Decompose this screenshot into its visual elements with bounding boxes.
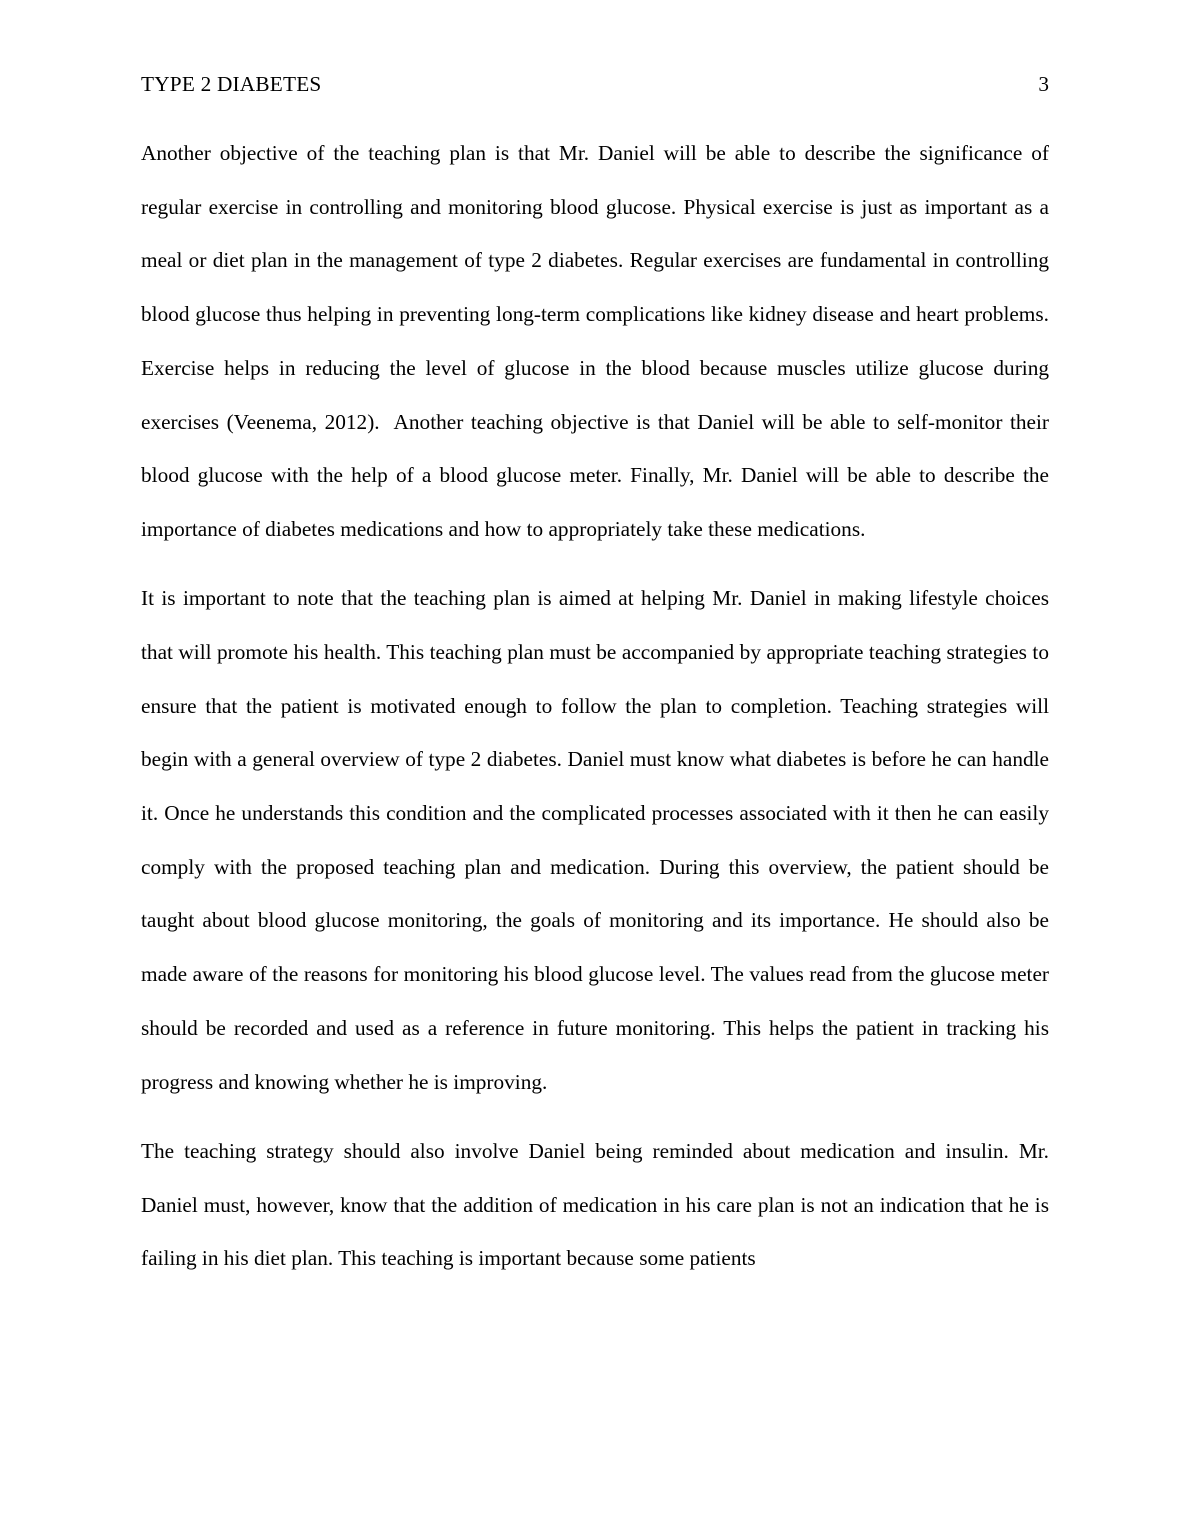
page-number: 3 <box>1038 72 1049 96</box>
document-body <box>141 127 1055 1302</box>
running-head: TYPE 2 DIABETES <box>141 72 322 96</box>
page-header <box>141 70 1049 98</box>
paragraph-teaching-strategies: It is important to note that the teaching plan is aimed at helping Mr. Daniel in making lifestyle choices that will promote his health. This teaching plan must be accompanied by appropriate teaching strategies to ensure that the patient is motivated enough to follow the plan to completion. Teaching strategies will begin with a general overview of type 2 diabetes. Daniel must know what diabetes is before he can handle it. Once he understands this condition and the complicated processes associated with it then he can easily comply with the proposed teaching plan and medication. During this overview, the patient should be taught about blood glucose monitoring, the goals of monitoring and its importance. He should also be made aware of the reasons for monitoring his blood glucose level. The values read from the glucose meter should be recorded and used as a reference in future monitoring. This helps the patient in tracking his progress and knowing whether he is improving. <box>141 586 1055 1094</box>
paragraph-exercise-objective: Another objective of the teaching plan is that Mr. Daniel will be able to describe the significance of regular exercise in controlling and monitoring blood glucose. Physical exercise is just as important as a meal or diet plan in the management of type 2 diabetes. Regular exercises are fundamental in controlling blood glucose thus helping in preventing long-term complications like kidney disease and heart problems. Exercise helps in reducing the level of glucose in the blood because muscles utilize glucose during exercises (Veenema, 2012). Another teaching objective is that Daniel will be able to self-monitor their blood glucose with the help of a blood glucose meter. Finally, Mr. Daniel will be able to describe the importance of diabetes medications and how to appropriately take these medications. <box>141 141 1055 541</box>
paragraph-medication-reminder: The teaching strategy should also involve Daniel being reminded about medication and insulin. Mr. Daniel must, however, know that the addition of medication in his care plan is not an indication that he is failing in his diet plan. This teaching is important because some patients <box>141 1138 1055 1271</box>
